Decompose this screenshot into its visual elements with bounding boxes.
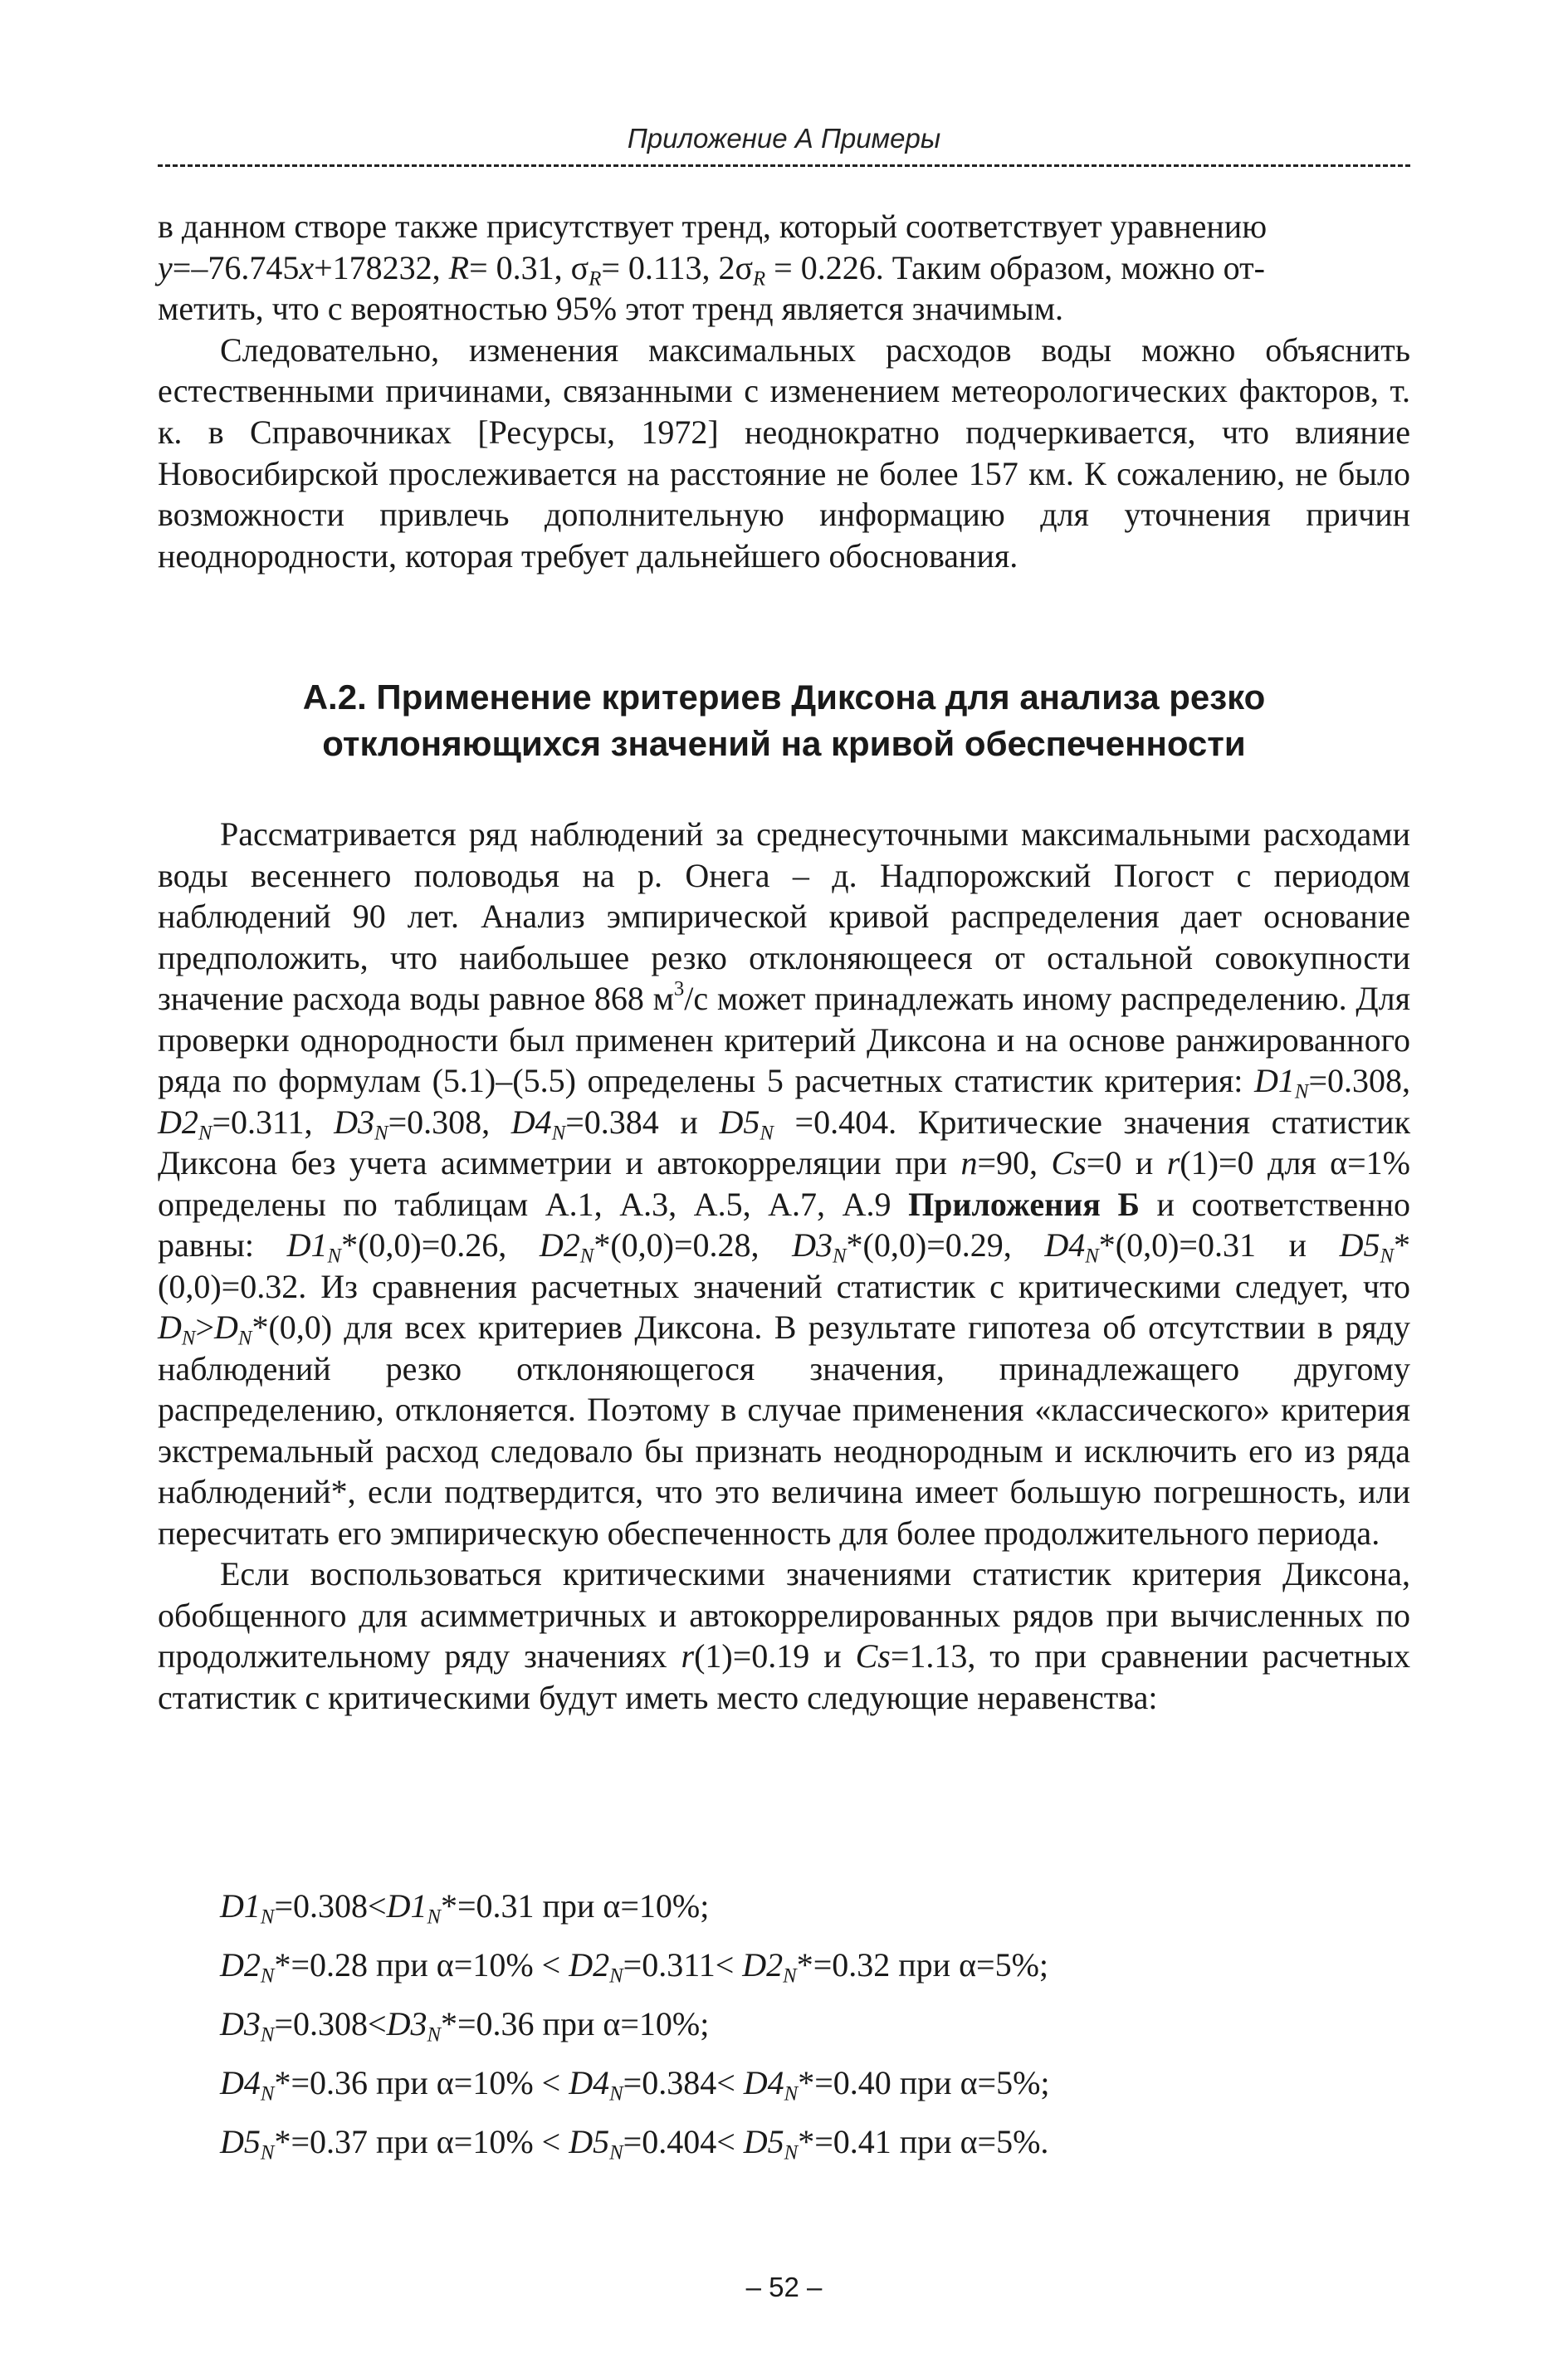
sub-N: N	[198, 1121, 212, 1144]
var-D: D	[158, 1309, 182, 1346]
text: *=0.36 при α=10%;	[441, 2005, 710, 2042]
inequalities-list	[220, 1883, 1382, 2178]
inequality-5	[220, 2119, 1382, 2178]
text: *(0,0)=0.28,	[593, 1226, 793, 1264]
header-dashed-rule	[158, 164, 1410, 167]
inequality-2	[220, 1942, 1382, 2001]
text: *=0.32 при α=5%;	[796, 1946, 1049, 1984]
var-D4: D4	[510, 1103, 552, 1141]
sub-N: N	[760, 1121, 774, 1144]
p1-line3: метить, что с вероятностью 95% этот тренд является значимым.	[158, 290, 1064, 328]
heading-line-1: А.2. Применение критериев Диксона для анализа резко	[302, 678, 1266, 717]
sub-N: N	[1085, 1245, 1099, 1268]
sub-N: N	[784, 2141, 799, 2165]
sub-R: R	[753, 267, 766, 291]
var-D: D	[214, 1309, 238, 1346]
text: =0.308<	[274, 1887, 387, 1925]
running-head: Приложение А Примеры	[627, 123, 941, 154]
text: =0.308,	[1308, 1062, 1410, 1099]
sub-N: N	[374, 1121, 388, 1144]
paragraph-1	[158, 206, 1410, 330]
sub-N: N	[1294, 1080, 1309, 1103]
heading-line-2: отклоняющихся значений на кривой обеспеченности	[322, 724, 1246, 763]
text: =0.384	[565, 1103, 659, 1141]
text: =0.384<	[623, 2064, 744, 2101]
sub-N: N	[260, 2023, 275, 2047]
text: =0.308,	[388, 1103, 511, 1141]
text: /с может принадлежать иному распределению. Для проверки однородности был применен критерий Диксона и на основе ранжированного ряда по формулам (5.1)–(5.5) определены 5 расчетных статистик критерия:	[158, 980, 1410, 1099]
body-text-section	[158, 814, 1410, 1718]
text: *=0.31 при α=10%;	[441, 1887, 710, 1925]
text: Если воспользоваться критическими значениями статистик критерия Диксона, обобщенного для асимметричных и автокоррелированных рядов при вычисленных по продолжительному ряду значениях	[158, 1555, 1410, 1675]
sub-N: N	[1380, 1245, 1395, 1268]
var: D1	[220, 1887, 261, 1925]
text: =0 и	[1086, 1144, 1167, 1181]
inequality-4	[220, 2060, 1382, 2119]
eq-text: +178232,	[314, 248, 449, 286]
text: и соответственно равны:	[158, 1185, 1410, 1264]
var-D4: D4	[1044, 1226, 1086, 1264]
text: >	[195, 1309, 214, 1346]
var-R: R	[448, 248, 470, 286]
var-D1: D1	[286, 1226, 328, 1264]
text: (1)=0.19 и	[694, 1637, 856, 1675]
paragraph-2: Следовательно, изменения максимальных расходов воды можно объяснить естественными причинами, связанными с изменением метеорологических факторов, т. к. в Справочниках [Ресурсы, 1972] неоднократно подчеркивается, что влияние Новосибирской прослеживается на расстояние не более 157 км. К сожалению, не было возможности привлечь дополнительную информацию для уточнения причин неоднородности, которая требует дальнейшего обоснования.	[158, 330, 1410, 575]
var: D5	[569, 2123, 610, 2160]
sub-N: N	[609, 1964, 623, 1988]
text: *=0.36 при α=10% <	[274, 2064, 569, 2101]
var: D2	[742, 1946, 784, 1984]
var: D2	[220, 1946, 261, 1984]
text: =90,	[977, 1144, 1052, 1181]
var: D5	[220, 2123, 261, 2160]
var-D1: D1	[1254, 1062, 1295, 1099]
sub-N: N	[427, 2023, 441, 2047]
page-number: – 52 –	[745, 2272, 823, 2302]
sup-3: 3	[673, 977, 685, 1000]
var-r: r	[681, 1637, 695, 1675]
body-text-top	[158, 206, 1410, 576]
paragraph-3	[158, 814, 1410, 1553]
eq-text: = 0.113, 2σ	[601, 248, 754, 286]
sub-N: N	[784, 2082, 799, 2106]
var-n: n	[960, 1144, 978, 1181]
text: *=0.41 при α=5%.	[798, 2123, 1049, 2160]
text: Рассматривается ряд наблюдений за среднесуточными максимальными расходами воды весеннего половодья на р. Онега – д. Надпорожский Погост с периодом наблюдений 90 лет. Анализ эмпирической кривой распределения дает основание предположить, что наибольшее резко отклоняющееся от остальной совокупности значение расхода воды равное 868 м	[158, 815, 1410, 1017]
text: (1)=0 для α=1% определены по таблицам А.1, А.3, А.5, А.7, А.9	[158, 1144, 1411, 1223]
var: D1	[386, 1887, 427, 1925]
sub-N: N	[833, 1245, 847, 1268]
appendix-reference: Приложения Б	[908, 1185, 1140, 1223]
p1-line1: в данном створе также присутствует тренд, который соответствует уравнению	[158, 208, 1268, 245]
var: D5	[743, 2123, 784, 2160]
var: D3	[220, 2005, 261, 2042]
eq-text: = 0.226. Таким образом, можно от-	[765, 248, 1265, 286]
var-D5: D5	[719, 1103, 760, 1141]
var-D2: D2	[539, 1226, 580, 1264]
text: =0.308<	[274, 2005, 387, 2042]
sub-R: R	[589, 267, 602, 291]
text: =0.311,	[212, 1103, 335, 1141]
text: *(0,0)=0.31 и	[1098, 1226, 1340, 1264]
text: *=0.28 при α=10% <	[274, 1946, 569, 1984]
sub-N: N	[609, 2082, 623, 2106]
sub-N: N	[260, 1964, 275, 1988]
var-Cs: Cs	[1051, 1144, 1087, 1181]
var-y: y	[158, 248, 173, 286]
var: D4	[569, 2064, 610, 2101]
var-D5: D5	[1339, 1226, 1380, 1264]
text: *=0.40 при α=5%;	[798, 2064, 1050, 2101]
var: D4	[220, 2064, 261, 2101]
text: =0.311<	[623, 1946, 743, 1984]
sub-N: N	[237, 1327, 252, 1350]
text: =1.13, то при сравнении расчетных статистик с критическими будут иметь место следующие неравенства:	[158, 1637, 1411, 1716]
var-x: x	[299, 248, 315, 286]
sub-N: N	[260, 2141, 275, 2165]
sub-N: N	[260, 2082, 275, 2106]
eq-text: = 0.31, σ	[469, 248, 589, 286]
sub-N: N	[551, 1121, 566, 1144]
var: D4	[743, 2064, 784, 2101]
var-D2: D2	[158, 1103, 198, 1141]
var-Cs: Cs	[855, 1637, 891, 1675]
text: и	[658, 1103, 720, 1141]
sub-N: N	[260, 1905, 275, 1929]
inequality-1	[220, 1883, 1382, 1942]
inequality-3	[220, 2001, 1382, 2060]
eq-text: =–76.745	[172, 248, 300, 286]
text: *(0,0)=0.29,	[846, 1226, 1045, 1264]
sub-N: N	[783, 1964, 797, 1988]
text: *(0,0) для всех критериев Диксона. В результате гипотеза об отсутствии в ряду наблюдений резко отклоняющегося значения, принадлежащего другому распределению, отклоняется. Поэтому в случае применения «классического» критерия экстремальный расход следовало бы признать неоднородным и исключить его из ряда наблюдений*, если подтвердится, что это величина имеет большую погрешность, или пересчитать его эмпирическую обеспеченность для более продолжительного периода.	[158, 1309, 1410, 1552]
text: =0.404<	[623, 2123, 744, 2160]
var: D2	[569, 1946, 610, 1984]
var-D3: D3	[792, 1226, 833, 1264]
text: *(0,0)=0.32. Из сравнения расчетных значений статистик с критическими следует, что	[158, 1226, 1411, 1305]
paragraph-4	[158, 1553, 1410, 1718]
sub-N: N	[327, 1245, 342, 1268]
var-r: r	[1166, 1144, 1180, 1181]
var-D3: D3	[334, 1103, 375, 1141]
text: *=0.37 при α=10% <	[274, 2123, 569, 2160]
section-heading	[158, 674, 1410, 767]
text: *(0,0)=0.26,	[341, 1226, 540, 1264]
sub-N: N	[427, 1905, 441, 1929]
sub-N: N	[579, 1245, 594, 1268]
sub-N: N	[181, 1327, 196, 1350]
text: =0.404. Критические значения статистик Диксона без учета асимметрии и автокорреляции при	[158, 1103, 1411, 1181]
sub-N: N	[609, 2141, 623, 2165]
var: D3	[386, 2005, 427, 2042]
